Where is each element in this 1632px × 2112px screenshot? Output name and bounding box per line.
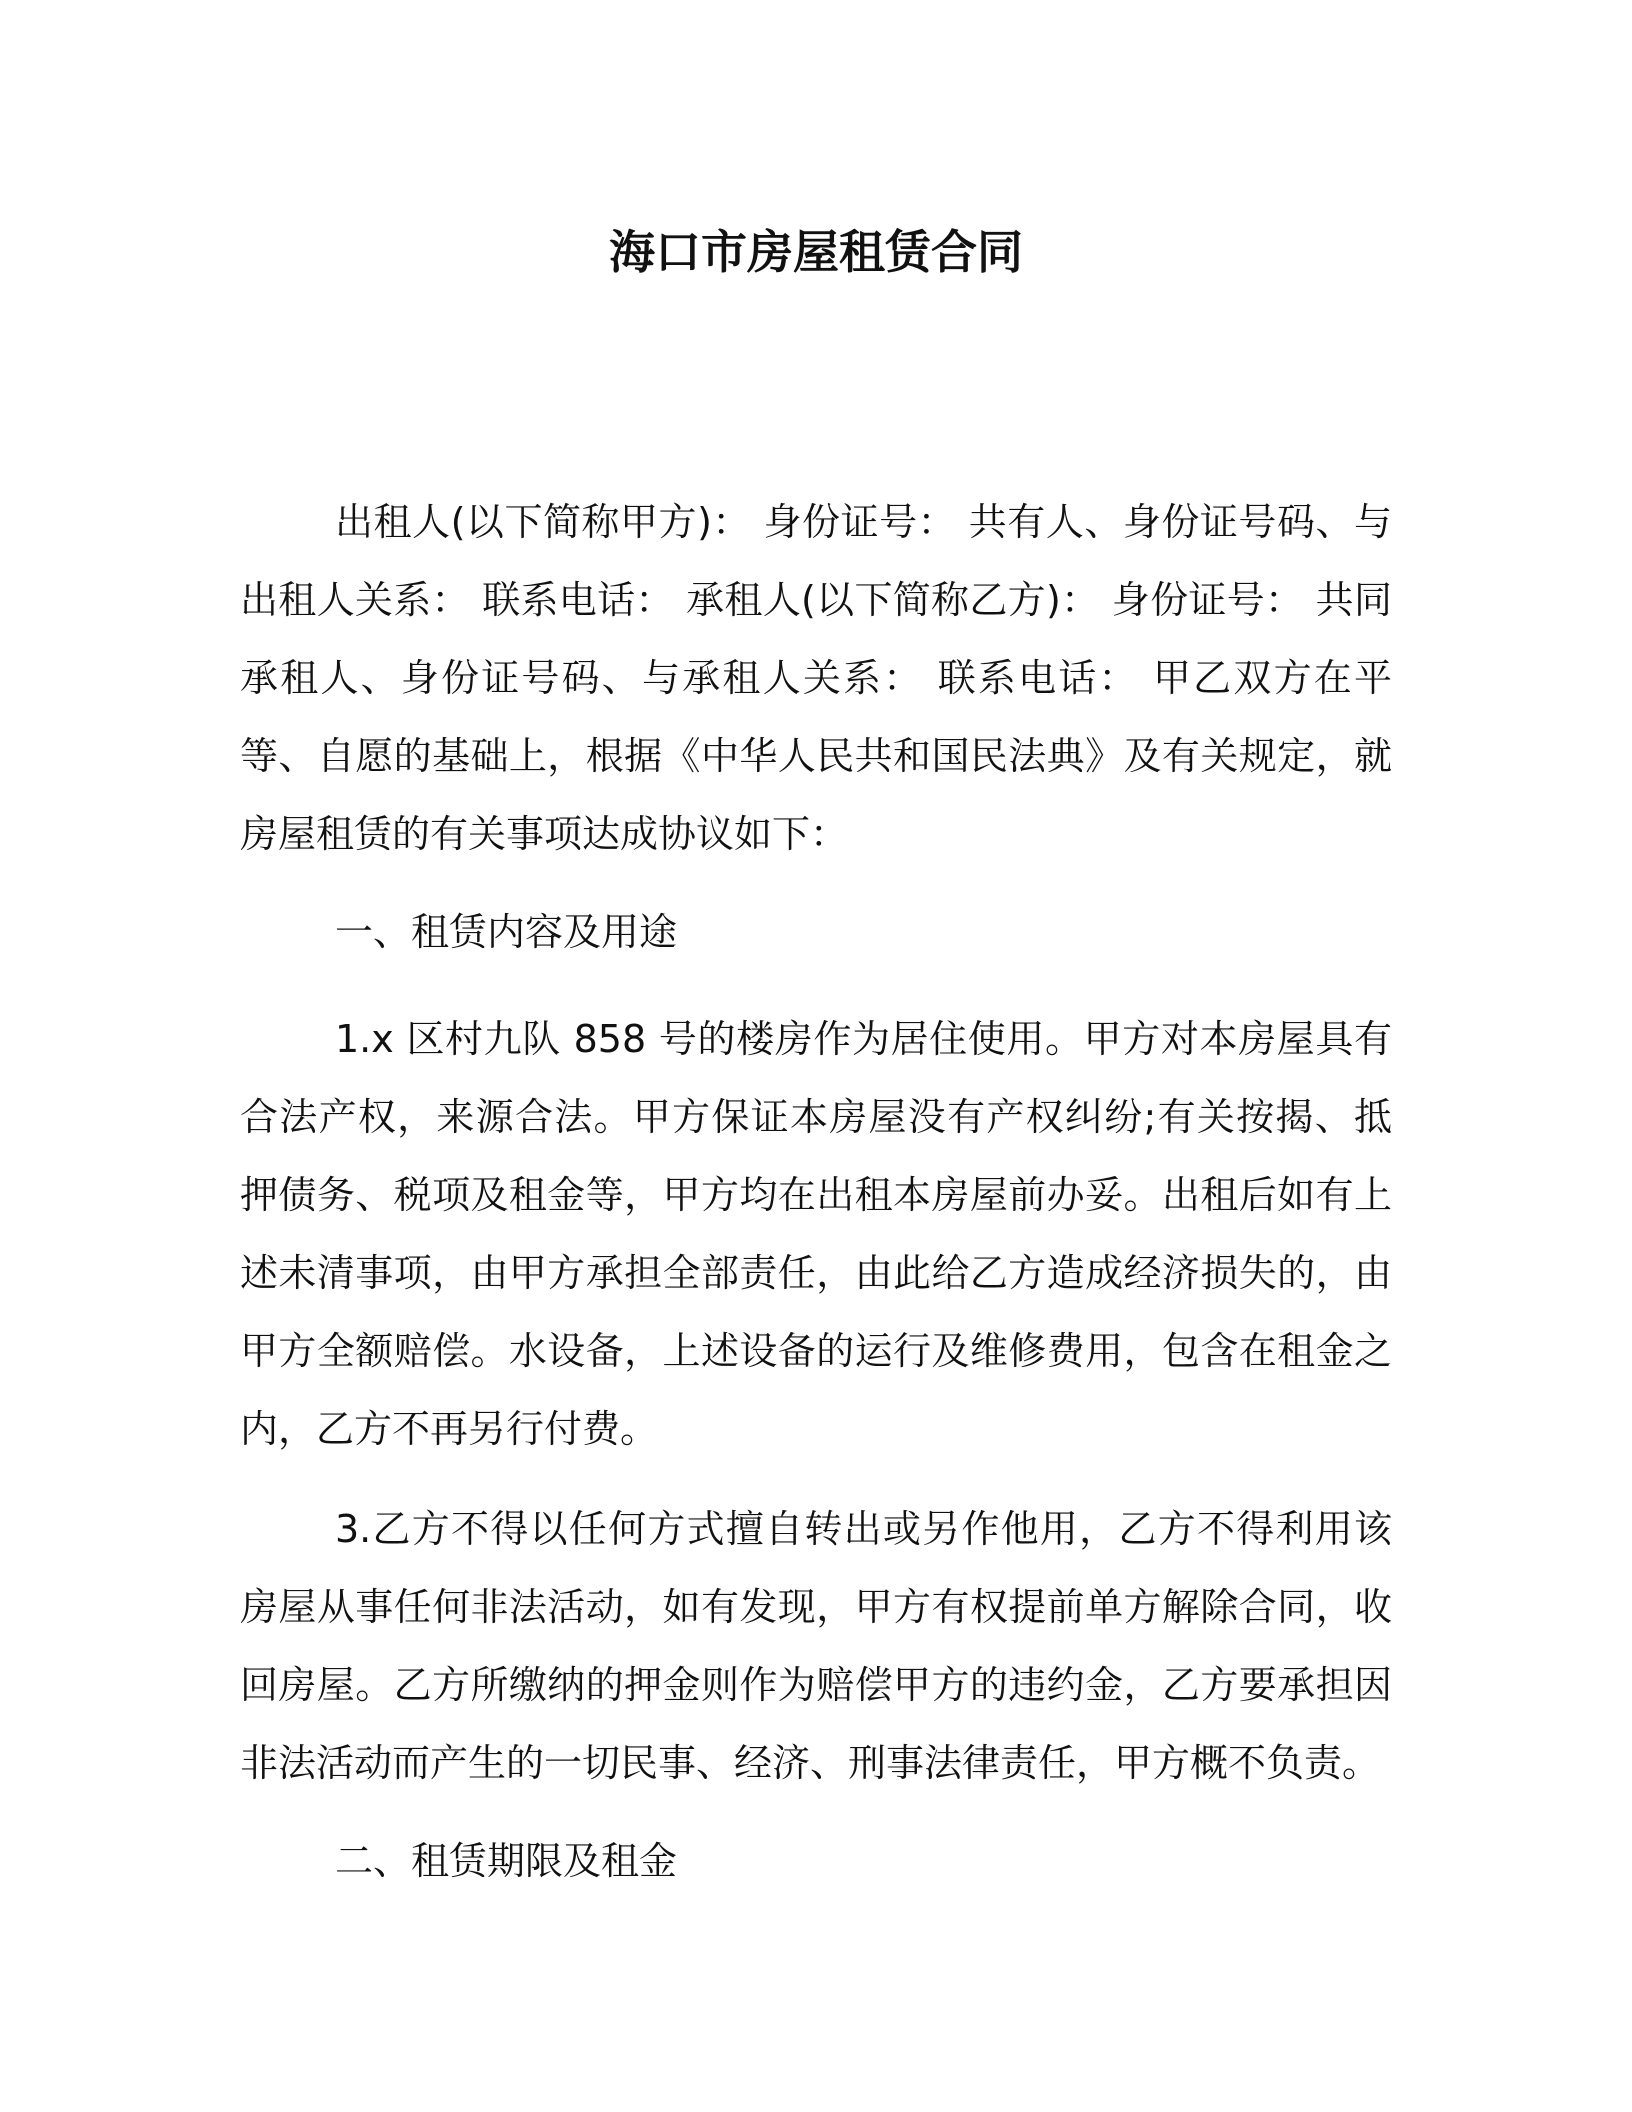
intro-paragraph: 出租人(以下简称甲方)： 身份证号： 共有人、身份证号码、与出租人关系： 联系电话： 承租人(以下简称乙方)： 身份证号： 共同承租人、身份证号码、与承租人关系： 联系电话： 甲乙双方在平等、自愿的基础上，根据《中华人民共和国民法典》及有关规定，就房屋租赁的有关事项达成协议如下： [240, 500, 1392, 856]
clause-1-paragraph: 1.x 区村九队 858 号的楼房作为居住使用。甲方对本房屋具有合法产权，来源合法。甲方保证本房屋没有产权纠纷;有关按揭、抵押债务、税项及租金等，甲方均在出租本房屋前办妥。出租后如有上述未清事项，由甲方承担全部责任，由此给乙方造成经济损失的，由甲方全额赔偿。水设备，上述设备的运行及维修费用，包含在租金之内，乙方不再另行付费。 [240, 1017, 1392, 1451]
document-title: 海口市房屋租赁合同 [609, 225, 1023, 279]
section-heading-lease-content: 一、租赁内容及用途 [335, 910, 678, 954]
section-heading-lease-term: 二、租赁期限及租金 [335, 1839, 678, 1883]
clause-3-paragraph: 3.乙方不得以任何方式擅自转出或另作他用，乙方不得利用该房屋从事任何非法活动，如有发现，甲方有权提前单方解除合同，收回房屋。乙方所缴纳的押金则作为赔偿甲方的违约金，乙方要承担因非法活动而产生的一切民事、经济、刑事法律责任，甲方概不负责。 [240, 1507, 1392, 1785]
